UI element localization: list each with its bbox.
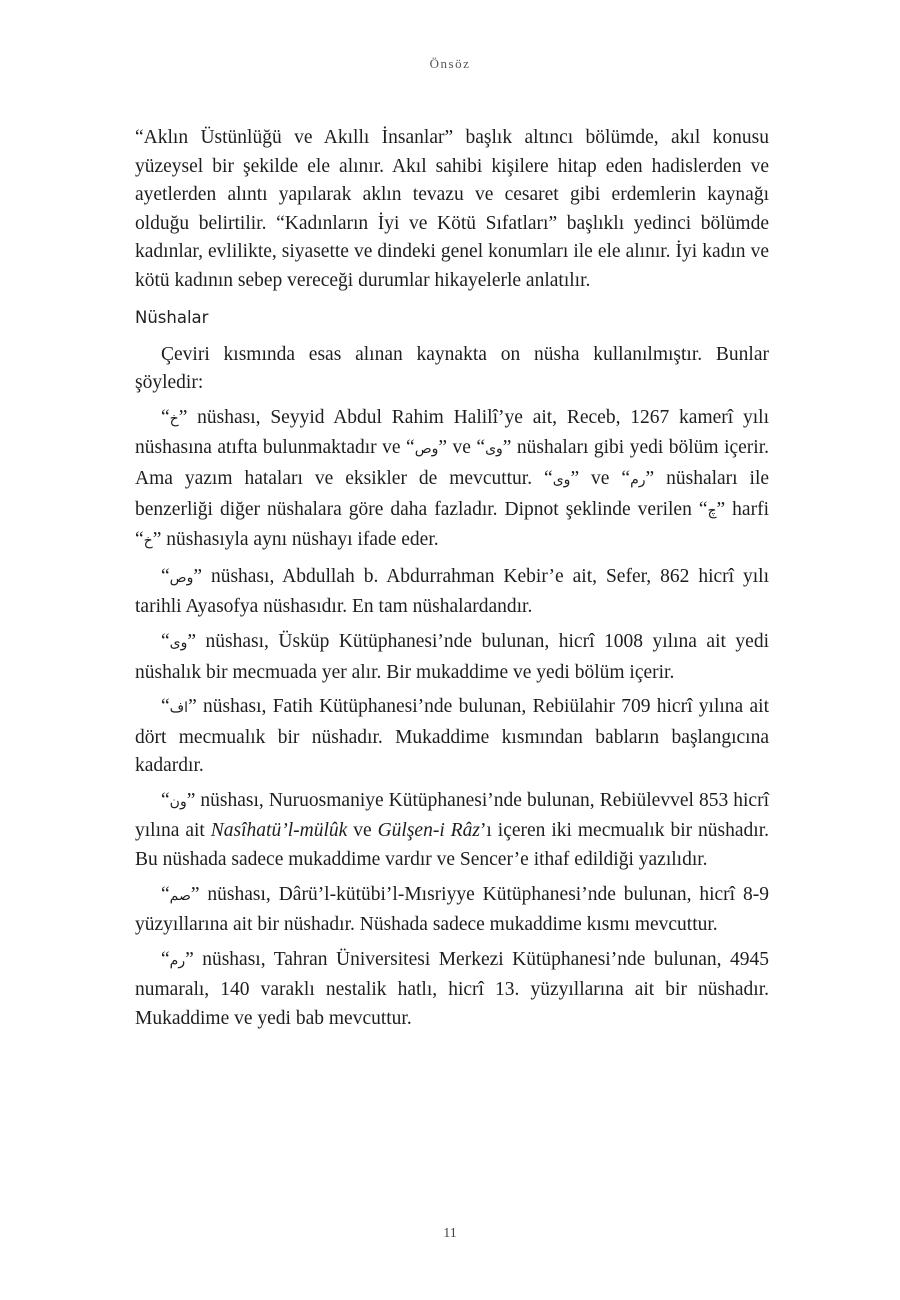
section-heading: Nüshalar [135, 307, 209, 327]
text-run: ve [347, 820, 378, 842]
italic-title: Gülşen-i Râz [377, 820, 480, 842]
manuscript-paragraph-vy [135, 628, 769, 687]
text-run: ” nüshaları ile benzerliği diğer nüshalara göre daha fazladır. Dipnot şeklinde verilen “ [135, 467, 770, 520]
manuscript-paragraph-rm [135, 946, 769, 1034]
italic-title: Nasîhatü’l-mülûk [210, 820, 348, 842]
arabic-siglum: چ [707, 503, 717, 519]
text-run: ” nüshası, Tahran Üniversitesi Merkezi Kütüphanesi’nde bulunan, 4945 numaralı, 140 varaklı nestalik hatlı, hicrî 13. yüzyıllarına ait bir nüshadır. Mukaddime ve yedi bab mevcuttur. [135, 948, 769, 1030]
arabic-siglum: وى [485, 442, 503, 458]
text-run: ” nüshası, Abdullah b. Abdurrahman Kebir’e ait, Sefer, 862 hicrî yılı tarihli Ayasofya nüshasıdır. En tam nüshalardandır. [135, 565, 769, 618]
manuscript-paragraph-sm [135, 881, 769, 940]
manuscript-paragraph-vs [135, 563, 769, 622]
arabic-siglum: رم [630, 472, 646, 488]
text-run: ” harfi “ [135, 498, 769, 551]
arabic-siglum: صم [169, 888, 191, 904]
arabic-siglum: اف [169, 701, 189, 717]
arabic-siglum: وى [552, 472, 571, 488]
page-number: 11 [443, 1226, 457, 1241]
text-run: ” nüshası, Üsküp Kütüphanesi’nde bulunan, hicrî 1008 yılına ait yedi nüshalık bir mecmuada yer alır. Bir mukaddime ve yedi bölüm içerir. [135, 630, 769, 683]
arabic-siglum: خ [143, 534, 153, 550]
text-run: ” nüshası, Fatih Kütüphanesi’nde bulunan, Rebiülahir 709 hicrî yılına ait dört mecmualık bir nüshadır. Mukaddime kısmından babların başlangıcına kadardır. [135, 696, 769, 777]
manuscript-paragraph-af [135, 693, 769, 781]
text-run: “ [161, 406, 170, 428]
manuscript-paragraph-vn [135, 787, 769, 875]
intro-paragraph: “Aklın Üstünlüğü ve Akıllı İnsanlar” başlık altıncı bölümde, akıl konusu yüzeysel bir şekilde ele alınır. Akıl sahibi kişilere hitap eden hadislerden ve ayetlerden alıntı yapılarak aklın tevazu ve cesaret gibi erdemlerin kaynağı olduğu belirtilir. “Kadınların İyi ve Kötü Sıfatları” başlıklı yedinci bölümde kadınlar, evlilikte, siyasette ve dindeki genel konumları ile ele alınır. İyi kadın ve kötü kadının sebep vereceği durumlar hikayelerle anlatılır. [135, 127, 769, 291]
text-run: ’ı içeren iki mecmualık bir nüshadır. Bu nüshada sadece mukaddime vardır ve Sencer’e ithaf edildiği yazılıdır. [135, 820, 770, 871]
text-run: ” nüshası, Nuruosmaniye Kütüphanesi’nde bulunan, Rebiülevvel 853 hicrî yılına ait [135, 789, 769, 842]
text-run: “ [161, 630, 170, 652]
text-run: “ [161, 696, 170, 718]
section-intro-paragraph: Çeviri kısmında esas alınan kaynakta on nüsha kullanılmıştır. Bunlar şöyledir: [135, 343, 769, 394]
text-run: ” ve “ [438, 437, 486, 459]
text-run: ” nüshaları gibi yedi bölüm içerir. Ama yazım hataları ve eksikler de mevcuttur. “ [135, 437, 770, 489]
arabic-siglum: خ [169, 411, 179, 427]
text-run: ” nüshası, Seyyid Abdul Rahim Halilî’ye ait, Receb, 1267 kamerî yılı nüshasına atıfta bulunmaktadır ve “ [135, 406, 769, 459]
running-header: Önsöz [429, 56, 471, 71]
arabic-siglum: وى [169, 635, 188, 651]
text-run: ” ve “ [570, 467, 631, 489]
text-run: “ [161, 883, 170, 905]
text-run: “ [161, 948, 170, 970]
text-run: ” nüshası, Dârü’l-kütübi’l-Mısriyye Kütüphanesi’nde bulunan, hicrî 8-9 yüzyıllarına ait bir nüshadır. Nüshada sadece mukaddime kısmı mevcuttur. [135, 883, 769, 936]
arabic-siglum: وص [169, 570, 194, 586]
text-run: “ [161, 789, 170, 811]
arabic-siglum: وص [414, 442, 439, 458]
text-run: “ [161, 565, 170, 587]
text-run: ” nüshasıyla aynı nüshayı ifade eder. [152, 529, 439, 551]
body-text [135, 124, 769, 1034]
arabic-siglum: رم [169, 953, 186, 969]
manuscript-paragraph-kh [135, 404, 769, 557]
arabic-siglum: ون [169, 794, 187, 810]
